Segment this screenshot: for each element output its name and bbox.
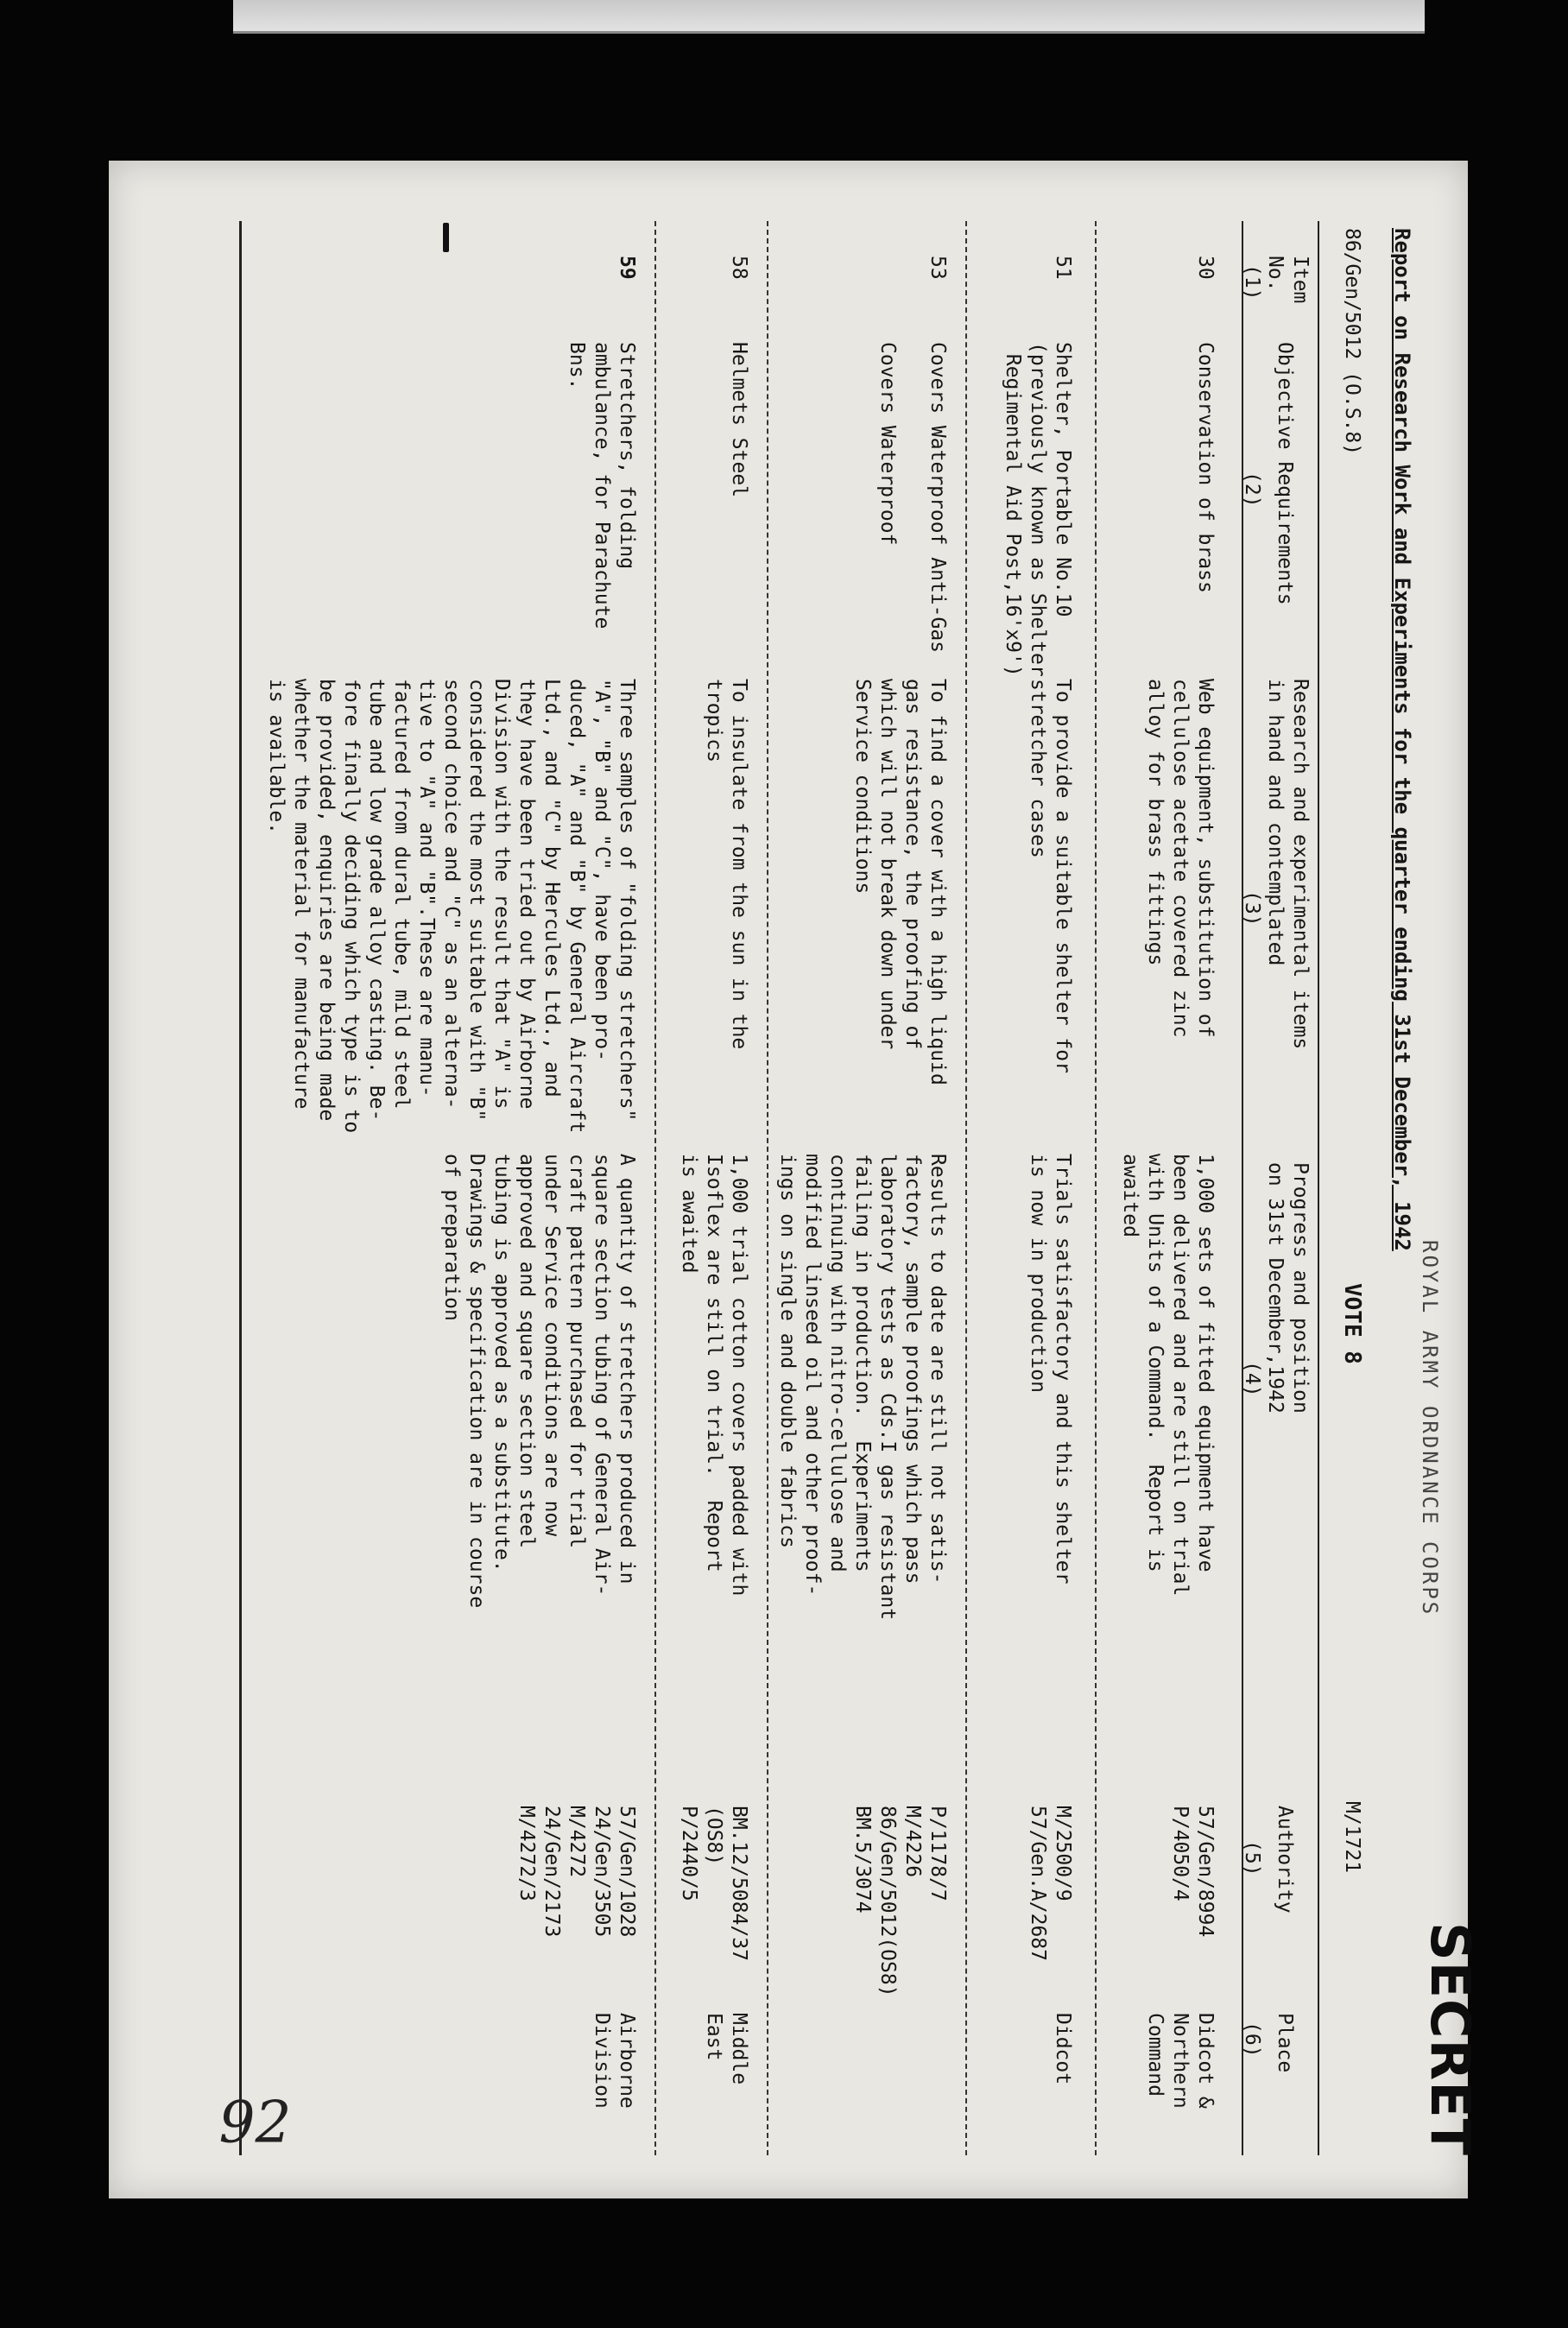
col-num-3: (3): [1241, 890, 1263, 927]
row-divider: [965, 221, 967, 2155]
item-number: 51: [1052, 256, 1074, 280]
objective-text: Conservation of brass: [1194, 342, 1217, 593]
handwritten-folio-number: 92: [218, 2089, 292, 2156]
col-num-6: (6): [1241, 2021, 1263, 2058]
progress-text: 1,000 sets of fitted equipment have been delivered and are still on trial with Units of a Command. Report is awaited: [1119, 1154, 1217, 1597]
vote-label: VOTE 8: [1339, 1283, 1365, 1364]
authority-text: M/2500/9 57/Gen.A/2687: [1027, 1806, 1074, 1962]
authority-text: 57/Gen/8994 P/4050/4: [1169, 1806, 1217, 1938]
col-num-5: (5): [1241, 1840, 1263, 1876]
item-number: 53: [926, 256, 949, 280]
item-number: 30: [1194, 256, 1217, 280]
place-text: Didcot & Northern Command: [1144, 2013, 1217, 2109]
secret-stamp: SECRET: [1419, 1922, 1482, 2156]
place-text: Airborne Division: [591, 2013, 638, 2109]
col-header-place: Place: [1274, 2013, 1296, 2073]
item-number: 59: [616, 256, 638, 280]
col-header-authority: Authority: [1274, 1806, 1296, 1914]
authority-text: P/1178/7 M/4226 86/Gen/5012(OS8) BM.5/3074: [851, 1806, 949, 1997]
col-header-item: Item No.: [1264, 256, 1312, 304]
binder-mark: [443, 223, 449, 252]
col-header-progress: Progress and position on 31st December,1942: [1264, 1162, 1312, 1414]
row-divider: [654, 221, 656, 2155]
research-text: Web equipment, substitution of cellulose acetate covered zinc alloy for brass fittings: [1144, 679, 1217, 1038]
file-reference: 86/Gen/5012 (O.S.8): [1341, 228, 1363, 456]
report-title: Report on Research Work and Experiments for the quarter ending 31st December, 1942: [1390, 228, 1414, 1251]
objective-text: Covers Waterproof Anti-Gas Covers Waterproof: [876, 342, 949, 654]
research-text: To provide a suitable shelter for stretcher cases: [1027, 679, 1074, 1073]
row-divider: [1095, 221, 1097, 2155]
reference-number: M/1721: [1341, 1801, 1363, 1874]
col-header-research: Research and experimental items in hand and contemplated: [1264, 679, 1312, 1050]
col-num-1: (1): [1241, 264, 1263, 300]
authority-text: 57/Gen/1028 24/Gen/3505 M/4272 24/Gen/2173 M/4272/3: [515, 1806, 638, 1938]
research-text: To insulate from the sun in the tropics: [703, 679, 750, 1050]
place-text: Didcot: [1052, 2013, 1074, 2085]
progress-text: A quantity of stretchers produced in square section tubing of General Air- craft pattern purchased for trial under Service conditions are now approved and square section steel tubing is approved as a substitute. Drawings & specification are in course of preparation: [440, 1154, 638, 1609]
table-bottom-rule: [239, 221, 242, 2155]
progress-text: 1,000 trial cotton covers padded with Isoflex are still on trial. Report is awaited: [678, 1154, 750, 1597]
objective-text: Shelter, Portable No.10 (previously known as Shelter Regimental Aid Post,16'x9'): [1002, 342, 1074, 677]
col-num-2: (2): [1241, 471, 1263, 508]
authority-text: BM.12/5084/37 (OS8) P/2440/5: [678, 1806, 750, 1962]
document-sheet: [109, 161, 1482, 2198]
research-text: Three samples of "folding stretchers" "A", "B" and "C", have been pro- duced, "A" and "B" by General Aircraft Ltd., and "C" by Hercules Ltd., and they have been tried out by Airborne Division with the result that "A" is considered the most suitable with "B" second choice and "C" as an alterna- tive to "A" and "B".These are manu- factured from dural tube, mild steel tube and low grade alloy casting. Be- fore finally deciding which type is to be provided, enquiries are being made whether the material for manufacture is available.: [265, 679, 638, 1134]
place-text: Middle East: [703, 2013, 750, 2085]
org-line: ROYAL ARMY ORDNANCE CORPS: [1418, 1240, 1442, 1617]
research-text: To find a cover with a high liquid gas resistance, the proofing of which will not break down under Service conditions: [851, 679, 949, 1085]
objective-text: Stretchers, folding ambulance, for Parachute Bns.: [566, 342, 638, 629]
objective-text: Helmets Steel: [728, 342, 750, 498]
col-num-4: (4): [1241, 1361, 1263, 1397]
header-top-rule: [1318, 221, 1319, 2155]
progress-text: Trials satisfactory and this shelter is now in production: [1027, 1154, 1074, 1585]
row-divider: [767, 221, 768, 2155]
progress-text: Results to date are still not satis- factory, sample proofings which pass laboratory tests as Cds.I gas resistant failing in production. Experiments continuing with nitro-cellulose and modified linseed oil and other proof- ings on single and double fabrics: [776, 1154, 949, 1621]
item-number: 58: [728, 256, 750, 280]
rotated-page: [109, 161, 1482, 2198]
adjacent-page-edge: [233, 0, 1425, 34]
col-header-objective: Objective Requirements: [1274, 342, 1296, 605]
